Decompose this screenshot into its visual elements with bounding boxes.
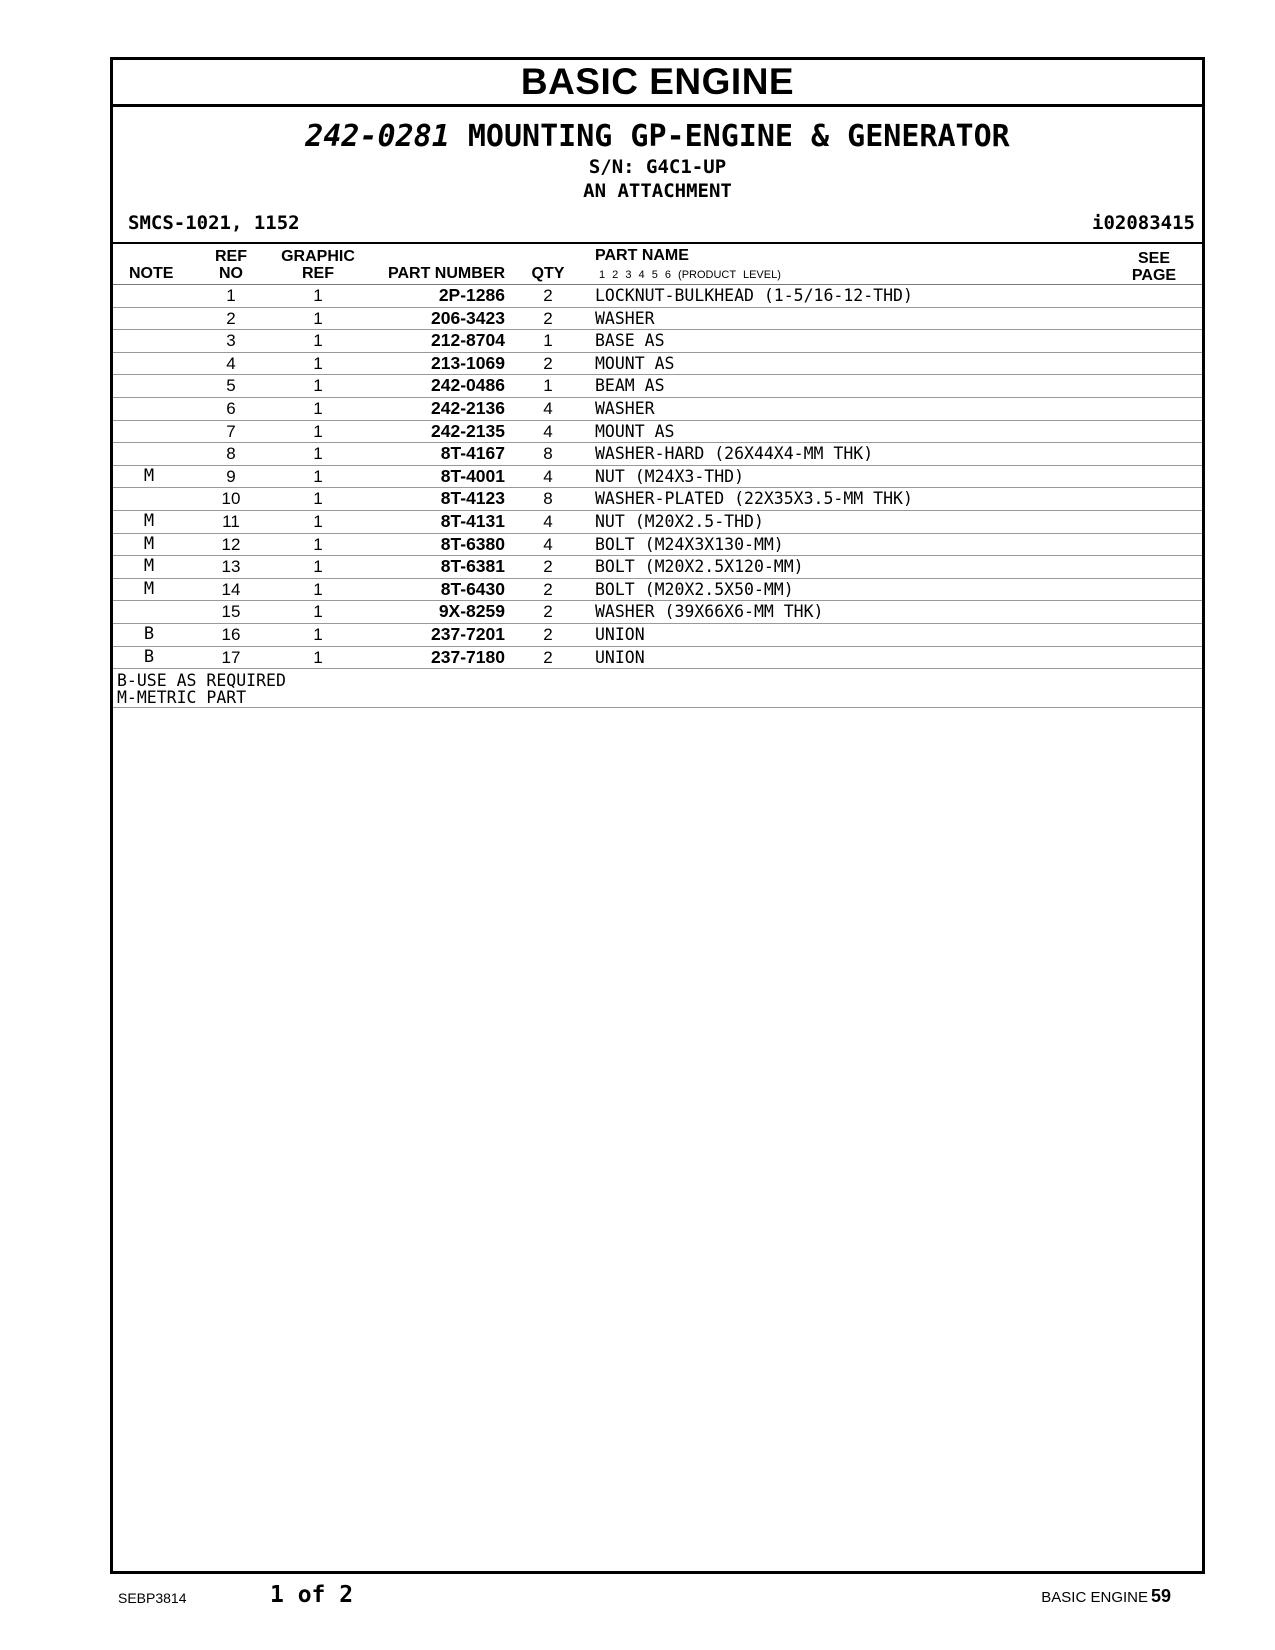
cell-qty: 2 bbox=[543, 602, 553, 622]
cell-name: WASHER (39X66X6-MM THK) bbox=[595, 602, 824, 622]
notes-legend bbox=[113, 669, 1202, 708]
cell-ref: 15 bbox=[221, 602, 241, 622]
cell-part-number: 8T-4131 bbox=[440, 510, 505, 531]
cell-name: WASHER bbox=[595, 308, 655, 328]
cell-ref: 5 bbox=[226, 376, 236, 396]
cell-ref: 2 bbox=[226, 308, 236, 328]
cell-graphic: 1 bbox=[313, 421, 323, 441]
cell-part-number: 206-3423 bbox=[431, 307, 505, 328]
cell-ref: 17 bbox=[221, 647, 241, 667]
cell-graphic: 1 bbox=[313, 579, 323, 599]
cell-part-number: 8T-6380 bbox=[440, 533, 505, 554]
table-row bbox=[113, 624, 1202, 647]
cell-part-number: 237-7180 bbox=[431, 646, 505, 667]
cell-qty: 2 bbox=[543, 647, 553, 667]
cell-part-number: 8T-4167 bbox=[440, 443, 505, 464]
cell-ref: 7 bbox=[226, 421, 236, 441]
col-graphic-ref bbox=[273, 248, 363, 282]
col-product-levels: 1 2 3 4 5 6 (PRODUCT LEVEL) bbox=[599, 269, 781, 281]
table-row bbox=[113, 534, 1202, 557]
serial-number: S/N: G4C1-UP bbox=[588, 156, 727, 178]
cell-graphic: 1 bbox=[313, 489, 323, 509]
cell-part-number: 212-8704 bbox=[431, 330, 505, 351]
cell-part-number: 242-2135 bbox=[431, 420, 505, 441]
table-row bbox=[113, 308, 1202, 331]
table-row bbox=[113, 511, 1202, 534]
cell-ref: 11 bbox=[222, 511, 240, 531]
cell-ref: 1 bbox=[226, 286, 236, 305]
cell-qty: 2 bbox=[543, 308, 553, 328]
cell-graphic: 1 bbox=[313, 534, 323, 554]
cell-qty: 2 bbox=[543, 624, 553, 644]
cell-name: NUT (M24X3-THD) bbox=[595, 466, 745, 486]
col-see-page-line2: PAGE bbox=[1131, 267, 1177, 284]
cell-qty: 8 bbox=[543, 444, 553, 464]
cell-graphic: 1 bbox=[313, 466, 323, 486]
cell-name: UNION bbox=[595, 647, 645, 667]
col-qty: QTY bbox=[531, 265, 565, 282]
cell-qty: 4 bbox=[543, 511, 553, 531]
column-header bbox=[113, 244, 1202, 285]
cell-part-number: 8T-4123 bbox=[440, 488, 505, 509]
cell-note: M bbox=[143, 578, 155, 599]
cell-name: BOLT (M20X2.5X50-MM) bbox=[595, 579, 794, 599]
cell-ref: 6 bbox=[226, 398, 236, 418]
cell-name: BASE AS bbox=[595, 331, 665, 351]
cell-qty: 2 bbox=[543, 353, 553, 373]
cell-qty: 4 bbox=[543, 398, 553, 418]
col-ref-no bbox=[211, 248, 251, 282]
cell-graphic: 1 bbox=[313, 398, 323, 418]
table-row bbox=[113, 421, 1202, 444]
cell-name: UNION bbox=[595, 624, 645, 644]
table-row bbox=[113, 353, 1202, 376]
cell-qty: 1 bbox=[543, 331, 553, 351]
cell-graphic: 1 bbox=[313, 331, 323, 351]
cell-graphic: 1 bbox=[313, 308, 323, 328]
cell-graphic: 1 bbox=[313, 376, 323, 396]
cell-note: B bbox=[143, 623, 155, 644]
page-frame bbox=[110, 57, 1205, 1574]
cell-name: WASHER-PLATED (22X35X3.5-MM THK) bbox=[595, 489, 913, 509]
cell-name: WASHER-HARD (26X44X4-MM THK) bbox=[595, 444, 874, 464]
cell-qty: 4 bbox=[543, 421, 553, 441]
table-row bbox=[113, 398, 1202, 421]
cell-ref: 16 bbox=[221, 624, 241, 644]
page-number: 59 bbox=[1151, 1586, 1172, 1606]
page-footer bbox=[0, 1582, 1275, 1612]
col-ref-no-line2: NO bbox=[219, 265, 243, 282]
note-line: B-USE AS REQUIRED bbox=[117, 671, 286, 691]
cell-note: M bbox=[143, 465, 155, 486]
cell-qty: 8 bbox=[543, 489, 553, 509]
table-row bbox=[113, 556, 1202, 579]
col-note: NOTE bbox=[129, 265, 174, 282]
cell-note: M bbox=[143, 533, 155, 554]
cell-note: B bbox=[143, 646, 155, 667]
parts-list bbox=[113, 285, 1202, 669]
table-row bbox=[113, 285, 1202, 308]
cell-note: M bbox=[143, 556, 155, 577]
col-graphic-ref-line2: REF bbox=[302, 265, 334, 282]
cell-graphic: 1 bbox=[313, 557, 323, 577]
cell-graphic: 1 bbox=[313, 286, 323, 305]
footer-section: BASIC ENGINE bbox=[1041, 1589, 1148, 1606]
cell-name: MOUNT AS bbox=[595, 353, 675, 373]
smcs-code: SMCS-1021, 1152 bbox=[128, 212, 300, 234]
table-row bbox=[113, 443, 1202, 466]
cell-graphic: 1 bbox=[313, 444, 323, 464]
col-part-number: PART NUMBER bbox=[387, 265, 505, 282]
cell-ref: 13 bbox=[221, 557, 241, 577]
cell-name: MOUNT AS bbox=[595, 421, 675, 441]
group-header bbox=[113, 107, 1202, 244]
cell-part-number: 237-7201 bbox=[431, 623, 505, 644]
section-title: BASIC ENGINE bbox=[113, 60, 1202, 107]
cell-ref: 10 bbox=[221, 489, 241, 509]
note-line: M-METRIC PART bbox=[117, 688, 247, 708]
cell-graphic: 1 bbox=[313, 602, 323, 622]
table-row bbox=[113, 579, 1202, 602]
table-row bbox=[113, 466, 1202, 489]
col-graphic-ref-line1: GRAPHIC bbox=[281, 248, 355, 265]
cell-part-number: 213-1069 bbox=[431, 352, 505, 373]
group-title bbox=[113, 119, 1202, 155]
table-row bbox=[113, 601, 1202, 624]
cell-part-number: 242-0486 bbox=[431, 375, 505, 396]
cell-part-number: 2P-1286 bbox=[438, 285, 505, 305]
cell-part-number: 242-2136 bbox=[431, 397, 505, 418]
cell-qty: 4 bbox=[543, 534, 553, 554]
cell-qty: 1 bbox=[543, 376, 553, 396]
book-number: SEBP3814 bbox=[118, 1590, 187, 1606]
col-see-page-line1: SEE bbox=[1137, 250, 1170, 267]
illustration-id: i02083415 bbox=[1092, 212, 1195, 234]
table-row bbox=[113, 330, 1202, 353]
attachment-label: AN ATTACHMENT bbox=[583, 180, 732, 202]
cell-ref: 8 bbox=[226, 444, 236, 464]
cell-graphic: 1 bbox=[313, 647, 323, 667]
cell-name: LOCKNUT-BULKHEAD (1-5/16-12-THD) bbox=[595, 286, 913, 305]
cell-ref: 14 bbox=[221, 579, 241, 599]
cell-part-number: 9X-8259 bbox=[438, 601, 505, 622]
cell-graphic: 1 bbox=[313, 624, 323, 644]
cell-ref: 12 bbox=[221, 534, 241, 554]
cell-name: BEAM AS bbox=[595, 376, 665, 396]
cell-name: NUT (M20X2.5-THD) bbox=[595, 511, 764, 531]
page-counter: 1 of 2 bbox=[270, 1582, 354, 1608]
col-see-page bbox=[1124, 250, 1184, 284]
cell-ref: 9 bbox=[226, 466, 236, 486]
cell-qty: 2 bbox=[543, 286, 553, 305]
cell-qty: 2 bbox=[543, 579, 553, 599]
col-ref-no-line1: REF bbox=[215, 248, 247, 265]
cell-qty: 2 bbox=[543, 557, 553, 577]
group-name: MOUNTING GP-ENGINE & GENERATOR bbox=[467, 119, 1010, 154]
cell-part-number: 8T-6381 bbox=[440, 556, 505, 577]
table-row bbox=[113, 375, 1202, 398]
cell-ref: 3 bbox=[226, 331, 236, 351]
table-row bbox=[113, 488, 1202, 511]
cell-ref: 4 bbox=[226, 353, 236, 373]
cell-note: M bbox=[143, 510, 155, 531]
group-part-number: 242-0281 bbox=[305, 119, 450, 154]
cell-graphic: 1 bbox=[313, 353, 323, 373]
cell-part-number: 8T-4001 bbox=[440, 465, 505, 486]
cell-name: BOLT (M20X2.5X120-MM) bbox=[595, 557, 804, 577]
col-part-name: PART NAME bbox=[595, 247, 689, 264]
cell-graphic: 1 bbox=[313, 511, 323, 531]
cell-name: WASHER bbox=[595, 398, 655, 418]
cell-name: BOLT (M24X3X130-MM) bbox=[595, 534, 784, 554]
cell-qty: 4 bbox=[543, 466, 553, 486]
table-row bbox=[113, 647, 1202, 670]
cell-part-number: 8T-6430 bbox=[440, 578, 505, 599]
